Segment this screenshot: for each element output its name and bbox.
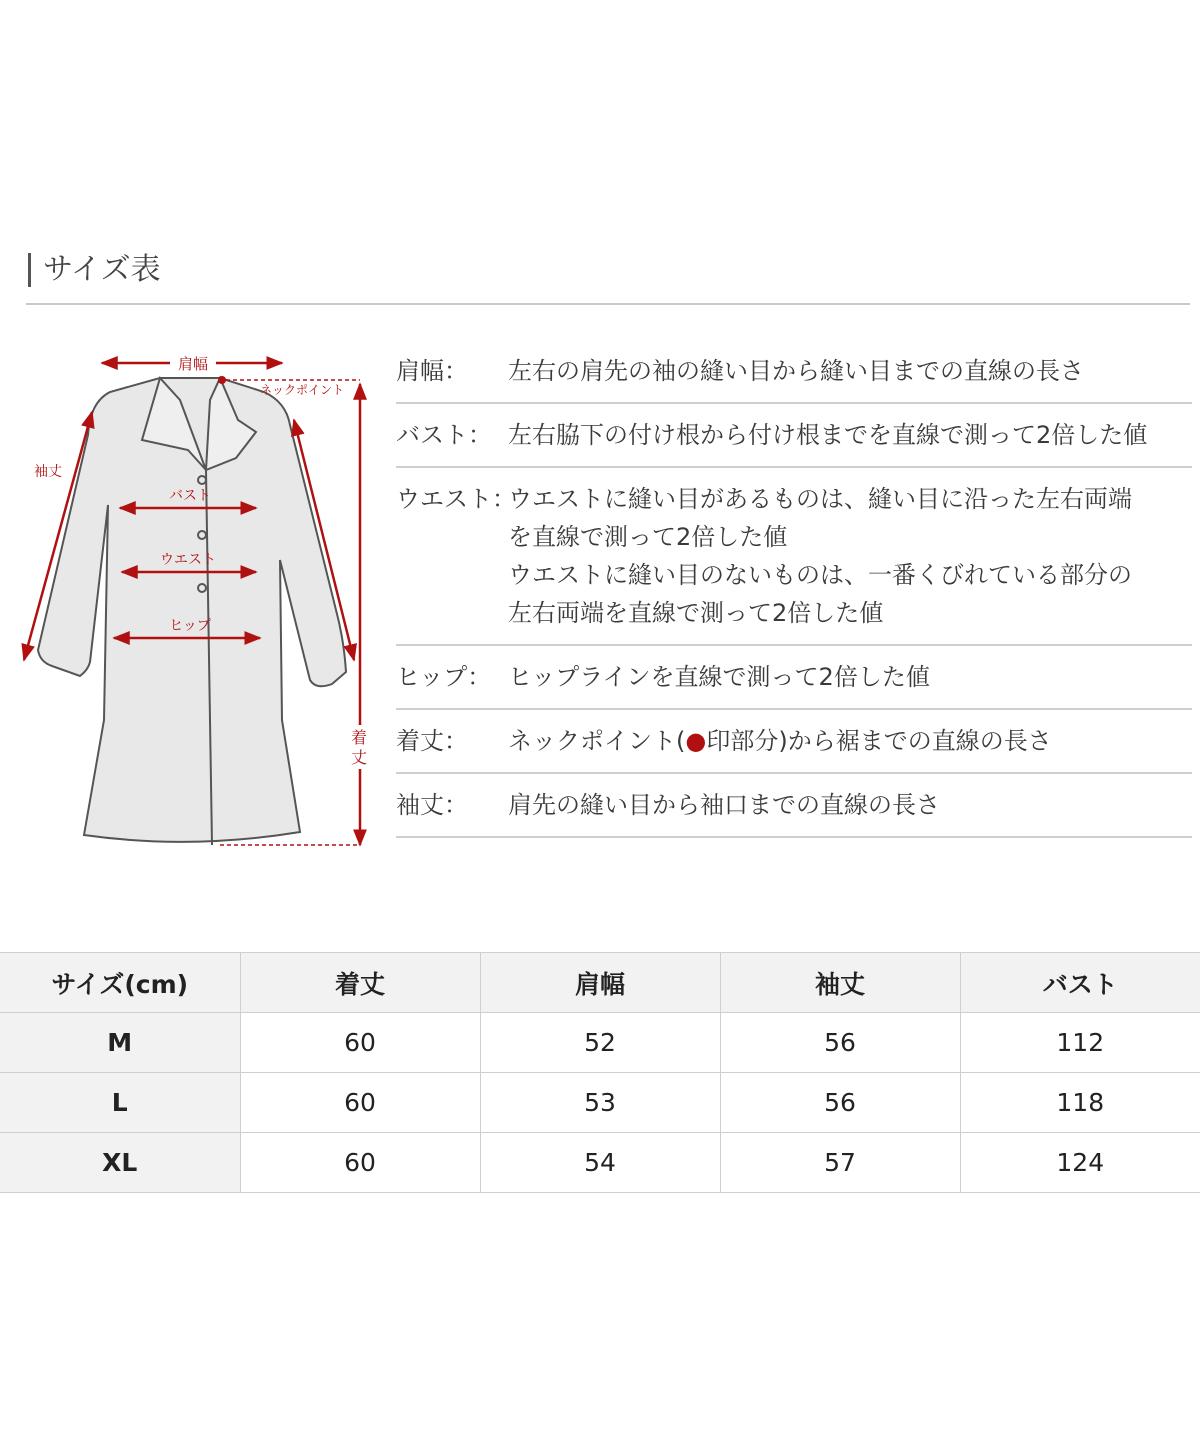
definition-term: 肩幅： xyxy=(396,357,468,385)
size-cell: L xyxy=(0,1073,240,1133)
definition-term: ウエスト： xyxy=(396,485,516,513)
definition-line: ウエストに縫い目のないものは、一番くびれている部分の xyxy=(508,561,1132,589)
table-cell: 56 xyxy=(720,1073,960,1133)
definition-line: 左右両端を直線で測って2倍した値 xyxy=(508,599,884,627)
neckpoint-dot-icon: ● xyxy=(685,727,707,755)
table-cell: 60 xyxy=(240,1013,480,1073)
table-row xyxy=(0,1073,1200,1133)
definition-line xyxy=(508,722,1192,760)
definition-row xyxy=(396,646,1192,710)
size-cell: M xyxy=(0,1013,240,1073)
definition-line: 肩先の縫い目から袖口までの直線の長さ xyxy=(508,791,940,819)
definition-description xyxy=(508,480,1192,632)
definition-text: 印部分)から裾までの直線の長さ xyxy=(706,727,1052,755)
definition-row xyxy=(396,710,1192,774)
size-cell: XL xyxy=(0,1133,240,1193)
neckpoint-label: ネックポイント xyxy=(259,383,345,397)
table-cell: 56 xyxy=(720,1013,960,1073)
table-cell: 60 xyxy=(240,1073,480,1133)
measurement-definitions xyxy=(396,340,1192,838)
definition-line: 左右脇下の付け根から付け根までを直線で測って2倍した値 xyxy=(508,421,1148,449)
waist-label: ウエスト xyxy=(160,552,216,568)
size-table xyxy=(0,952,1200,1193)
sleeve-label: 袖丈 xyxy=(34,464,62,480)
table-cell: 124 xyxy=(960,1133,1200,1193)
definition-line: を直線で測って2倍した値 xyxy=(508,523,788,551)
definition-row xyxy=(396,340,1192,404)
definition-row xyxy=(396,468,1192,646)
table-header-cell: 袖丈 xyxy=(720,953,960,1013)
table-header-cell: バスト xyxy=(960,953,1200,1013)
definition-line: ウエストに縫い目があるものは、縫い目に沿った左右両端 xyxy=(508,485,1132,513)
table-row xyxy=(0,1013,1200,1073)
definition-description xyxy=(508,786,1192,824)
length-label: 着 xyxy=(350,728,368,747)
hip-label: ヒップ xyxy=(169,618,211,634)
definition-term: ヒップ： xyxy=(396,663,492,691)
page-title-text: サイズ表 xyxy=(43,252,161,287)
definition-description xyxy=(508,658,1192,696)
definition-row xyxy=(396,404,1192,468)
neckpoint-marker xyxy=(218,376,226,384)
title-bar xyxy=(28,253,31,287)
page-title xyxy=(28,250,161,290)
definition-line: 左右の肩先の袖の縫い目から縫い目までの直線の長さ xyxy=(508,357,1084,385)
shoulder-label: 肩幅 xyxy=(177,355,209,373)
bust-label: バスト xyxy=(169,488,211,504)
table-cell: 118 xyxy=(960,1073,1200,1133)
definition-term: 袖丈： xyxy=(396,791,468,819)
definition-row xyxy=(396,774,1192,838)
table-header-cell: サイズ(cm) xyxy=(0,953,240,1013)
length-label-2: 丈 xyxy=(350,748,368,767)
table-row xyxy=(0,1133,1200,1193)
table-cell: 60 xyxy=(240,1133,480,1193)
definition-description xyxy=(508,352,1192,390)
definition-term: バスト： xyxy=(396,421,492,449)
definition-term: 着丈： xyxy=(396,727,468,755)
definition-description xyxy=(508,416,1192,454)
table-cell: 57 xyxy=(720,1133,960,1193)
table-header-row xyxy=(0,953,1200,1013)
table-cell: 54 xyxy=(480,1133,720,1193)
definition-line: ヒップラインを直線で測って2倍した値 xyxy=(508,663,930,691)
definition-description xyxy=(508,722,1192,760)
table-cell: 53 xyxy=(480,1073,720,1133)
table-cell: 112 xyxy=(960,1013,1200,1073)
table-header-cell: 着丈 xyxy=(240,953,480,1013)
table-cell: 52 xyxy=(480,1013,720,1073)
title-divider xyxy=(26,303,1190,305)
coat-diagram xyxy=(10,340,390,860)
table-header-cell: 肩幅 xyxy=(480,953,720,1013)
definition-text: ネックポイント( xyxy=(508,727,686,755)
